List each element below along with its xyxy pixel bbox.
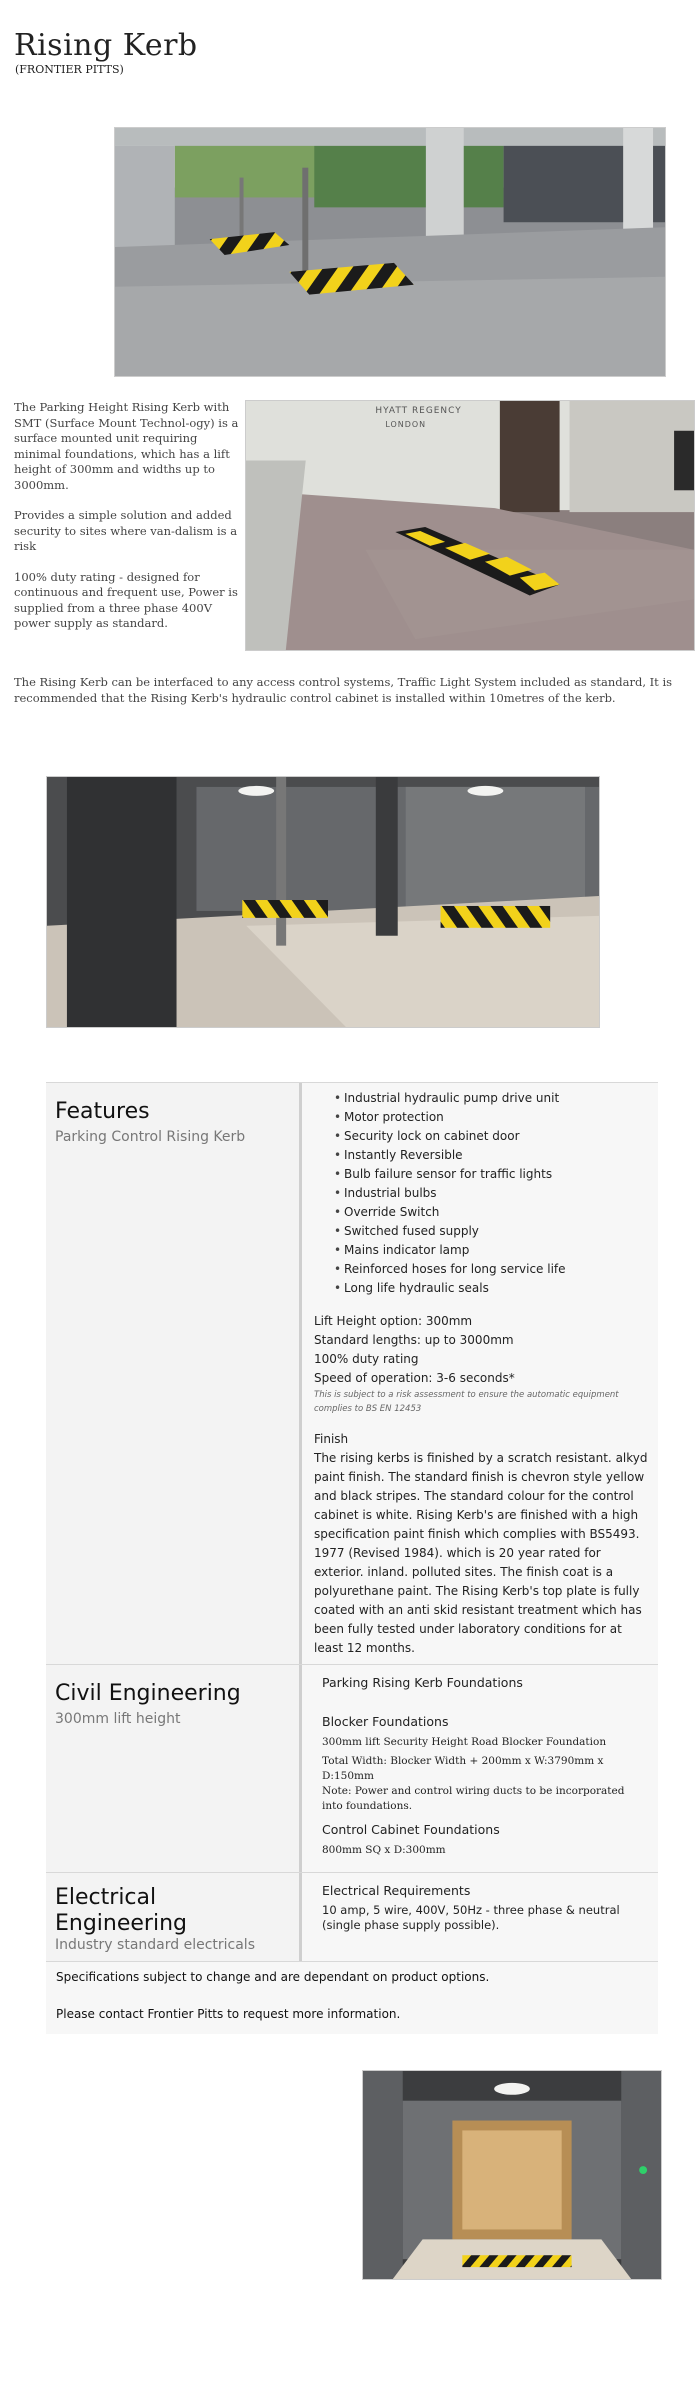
features-row bbox=[46, 1082, 658, 1664]
feature-item: • Mains indicator lamp bbox=[334, 1241, 648, 1260]
hotel-sign-name: HYATT REGENCY bbox=[375, 405, 462, 416]
electrical-subtitle: Industry standard electricals bbox=[55, 1937, 255, 1953]
feature-item: • Motor protection bbox=[334, 1108, 648, 1127]
civil-heading-cell bbox=[46, 1665, 302, 1872]
electrical-heading-cell bbox=[46, 1873, 302, 1961]
intro-paragraph: The Parking Height Rising Kerb with SMT (Surface Mount Technol-ogy) is a surface mounted unit requiring minimal foundations, which has a lift height of 300mm and widths up to 3000mm. bbox=[14, 400, 239, 492]
photo-hotel-entrance-kerb bbox=[245, 400, 695, 651]
intro-paragraph: Provides a simple solution and added security to sites where van-dalism is a risk bbox=[14, 508, 238, 553]
feature-item: • Instantly Reversible bbox=[334, 1146, 648, 1165]
footer-notes bbox=[46, 1961, 658, 2034]
blocker-foundation-line: Note: Power and control wiring ducts to be incorporated into foundations. bbox=[322, 1785, 625, 1812]
feature-item: • Bulb failure sensor for traffic lights bbox=[334, 1165, 648, 1184]
photo-carpark-kerbs bbox=[114, 127, 666, 377]
contact-note: Please contact Frontier Pitts to request more information. bbox=[56, 2007, 401, 2021]
electrical-detail-cell bbox=[302, 1873, 658, 1961]
finish-title: Finish bbox=[314, 1432, 349, 1446]
electrical-requirements-text: 10 amp, 5 wire, 400V, 50Hz - three phase & neutral (single phase supply possible). bbox=[322, 1903, 620, 1932]
photo-doorway-kerb bbox=[362, 2070, 662, 2280]
feature-item: • Override Switch bbox=[334, 1203, 648, 1222]
electrical-title: Electrical Engineering bbox=[55, 1885, 187, 1936]
civil-engineering-row bbox=[46, 1664, 658, 1872]
specs-change-note: Specifications subject to change and are dependant on product options. bbox=[56, 1970, 490, 1984]
cabinet-foundations-title: Control Cabinet Foundations bbox=[322, 1822, 500, 1837]
civil-title: Civil Engineering bbox=[55, 1681, 241, 1706]
specification-table bbox=[46, 1082, 658, 2034]
standard-lengths-spec: Standard lengths: up to 3000mm bbox=[314, 1333, 514, 1347]
electrical-requirements-title: Electrical Requirements bbox=[322, 1883, 471, 1898]
feature-item: • Industrial hydraulic pump drive unit bbox=[334, 1089, 648, 1108]
risk-assessment-note: This is subject to a risk assessment to ensure the automatic equipment complies to BS EN 12453 bbox=[314, 1390, 619, 1414]
blocker-foundations-title: Blocker Foundations bbox=[322, 1714, 449, 1729]
electrical-engineering-row bbox=[46, 1872, 658, 1961]
feature-item: • Reinforced hoses for long service life bbox=[334, 1260, 648, 1279]
intro-paragraph: 100% duty rating - designed for continuous and frequent use, Power is supplied from a three phase 400V power supply as standard. bbox=[14, 569, 238, 630]
lift-height-spec: Lift Height option: 300mm bbox=[314, 1314, 473, 1328]
page-title: Rising Kerb bbox=[14, 28, 198, 63]
feature-item: • Security lock on cabinet door bbox=[334, 1127, 648, 1146]
features-title: Features bbox=[55, 1099, 150, 1124]
cabinet-foundations-text: 800mm SQ x D:300mm bbox=[322, 1844, 446, 1856]
civil-subtitle: 300mm lift height bbox=[55, 1711, 181, 1727]
speed-spec: Speed of operation: 3-6 seconds* bbox=[314, 1371, 515, 1385]
feature-item: • Industrial bulbs bbox=[334, 1184, 648, 1203]
foundations-title: Parking Rising Kerb Foundations bbox=[322, 1675, 523, 1690]
page-subtitle: (FRONTIER PITTS) bbox=[15, 63, 124, 76]
blocker-foundation-line: 300mm lift Security Height Road Blocker Foundation bbox=[322, 1736, 607, 1748]
features-list bbox=[314, 1089, 648, 1298]
interfacing-paragraph: The Rising Kerb can be interfaced to any access control systems, Traffic Light System included as standard, It is recommended that the Rising Kerb's hydraulic control cabinet is installed within 10metres of the kerb. bbox=[14, 675, 673, 705]
finish-text: The rising kerbs is finished by a scratch resistant. alkyd paint finish. The standard finish is chevron style yellow and black stripes. The standard colour for the control cabinet is white. Rising Kerb's are finished with a high specification paint finish which complies with BS5493. 1977 (Revised 1984). which is 20 year rated for exterior. inland. polluted sites. The finish coat is a polyurethane paint. The Rising Kerb's top plate is fully coated with an anti skid resistant treatment which has been fully tested under laboratory conditions for at least 12 months. bbox=[314, 1451, 648, 1655]
features-heading-cell bbox=[46, 1083, 302, 1664]
hotel-sign-city: LONDON bbox=[385, 419, 427, 429]
duty-rating-spec: 100% duty rating bbox=[314, 1352, 419, 1366]
feature-item: • Switched fused supply bbox=[334, 1222, 648, 1241]
blocker-foundation-line: Total Width: Blocker Width + 200mm x W:3790mm x D:150mm bbox=[322, 1755, 604, 1782]
feature-item: • Long life hydraulic seals bbox=[334, 1279, 648, 1298]
features-detail-cell bbox=[302, 1083, 658, 1664]
civil-detail-cell bbox=[302, 1665, 658, 1872]
features-subtitle: Parking Control Rising Kerb bbox=[55, 1129, 246, 1145]
photo-indoor-kerbs bbox=[46, 776, 600, 1028]
intro-text bbox=[14, 400, 244, 647]
